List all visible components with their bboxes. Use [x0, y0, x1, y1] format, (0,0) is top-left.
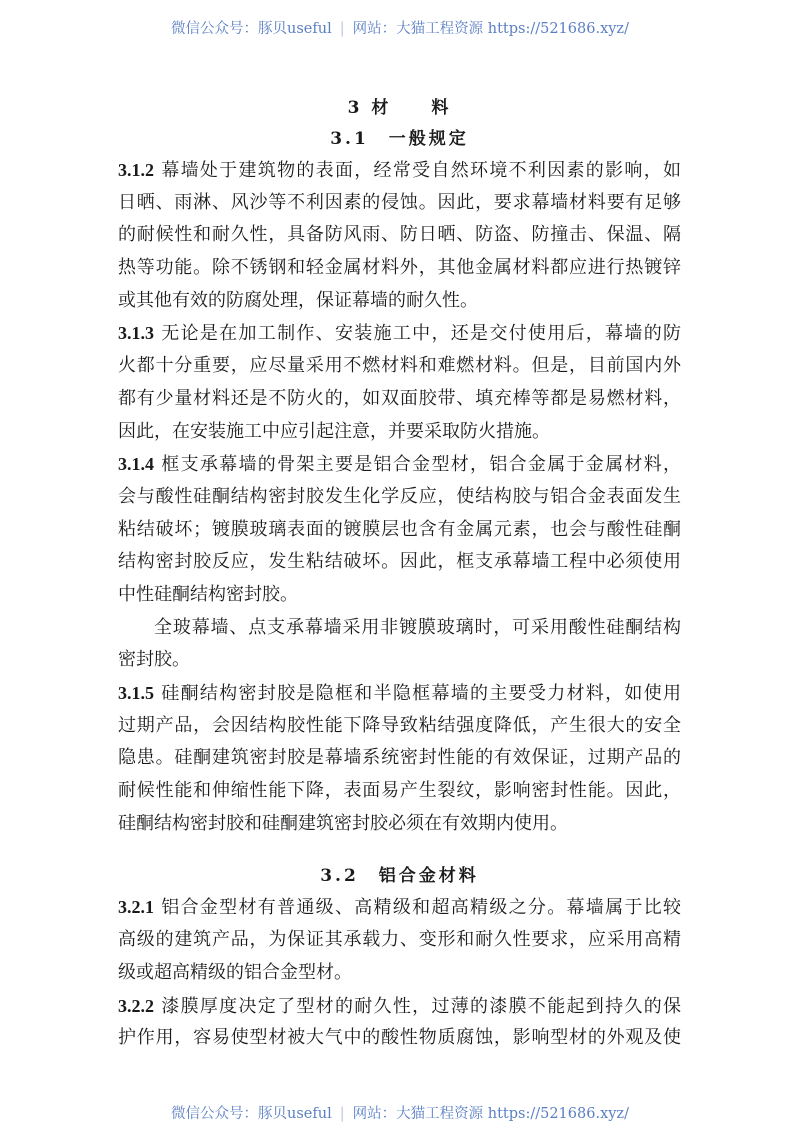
- watermark-separator: |: [339, 21, 345, 37]
- line-text: 隐患。硅酮建筑密封胶是幕墙系统密封性能的有效保证，过期产品的: [118, 747, 681, 769]
- text-line: [118, 285, 681, 318]
- text-line: [118, 644, 681, 677]
- text-line: [118, 416, 681, 449]
- line-text: 过期产品，会因结构胶性能下降导致粘结强度降低，产生很大的安全: [118, 714, 681, 736]
- text-line: [118, 677, 681, 710]
- clause-number: 3.1.2: [118, 160, 154, 180]
- clause-number: 3.1.4: [118, 454, 154, 475]
- text-line: [118, 219, 681, 252]
- watermark-website[interactable]: 网站：大猫工程资源 https://521686.xyz/: [352, 21, 629, 37]
- clause-number: 3.2.1: [118, 897, 154, 918]
- chapter-title: 3 材 料: [347, 98, 452, 118]
- clause-paragraph: [118, 612, 681, 677]
- text-line: [118, 154, 681, 187]
- text-line: [118, 448, 681, 481]
- section-title: 3.2 铝合金材料: [320, 866, 479, 887]
- line-text: 框支承幕墙的骨架主要是铝合金型材，铝合金属于金属材料，: [160, 454, 681, 476]
- watermark-wechat: 微信公众号：豚贝useful: [171, 1106, 332, 1122]
- clause-number: 3.2.2: [118, 995, 154, 1016]
- line-text: 高级的建筑产品，为保证其承载力、变形和耐久性要求，应采用高精: [118, 929, 681, 951]
- text-line: [118, 546, 681, 579]
- line-text: 密封胶。: [118, 649, 190, 671]
- clause-paragraph: [118, 990, 681, 1055]
- text-line: [118, 957, 681, 990]
- watermark-wechat: 微信公众号：豚贝useful: [171, 21, 332, 37]
- line-text: 结构密封胶反应，发生粘结破坏。因此，框支承幕墙工程中必须使用: [118, 551, 681, 573]
- line-text: 都有少量材料还是不防火的，如双面胶带、填充棒等都是易燃材料，: [118, 387, 681, 409]
- line-text: 幕墙处于建筑物的表面，经常受自然环境不利因素的影响，如: [160, 160, 681, 181]
- clause-paragraph: [118, 891, 681, 989]
- line-text: 会与酸性硅酮结构密封胶发生化学反应，使结构胶与铝合金表面发生: [118, 485, 681, 507]
- line-text: 铝合金型材有普通级、高精级和超高精级之分。幕墙属于比较: [160, 897, 681, 919]
- line-text: 因此，在安装施工中应引起注意，并要采取防火措施。: [118, 420, 550, 442]
- clause-number: 3.1.5: [118, 683, 154, 703]
- line-text: 级或超高精级的铝合金型材。: [118, 961, 352, 983]
- section-title: 3.1 一般规定: [330, 129, 469, 149]
- line-text: 或其他有效的防腐处理，保证幕墙的耐久性。: [118, 289, 478, 311]
- text-line: [118, 187, 681, 220]
- clause-paragraph: [118, 448, 681, 611]
- text-line: [118, 775, 681, 808]
- line-text: 硅酮结构密封胶是隐框和半隐框幕墙的主要受力材料，如使用: [160, 683, 681, 704]
- text-line: [118, 481, 681, 514]
- line-text: 无论是在加工制作、安装施工中，还是交付使用后，幕墙的防: [160, 323, 681, 345]
- clause-paragraph: [118, 154, 681, 317]
- text-line: [118, 742, 681, 775]
- text-line: [118, 252, 681, 285]
- text-line: [118, 990, 681, 1023]
- line-text: 火都十分重要，应尽量采用不燃材料和难燃材料。但是，目前国内外: [118, 355, 681, 377]
- line-text: 的耐候性和耐久性，具备防风雨、防日晒、防盗、防撞击、保温、隔: [118, 224, 681, 246]
- line-text: 硅酮结构密封胶和硅酮建筑密封胶必须在有效期内使用。: [118, 812, 568, 834]
- section-gap: [118, 840, 681, 861]
- text-line: [118, 891, 681, 924]
- line-text: 护作用，容易使型材被大气中的酸性物质腐蚀，影响型材的外观及使: [118, 1027, 681, 1049]
- line-text: 耐候性能和伸缩性能下降，表面易产生裂纹，影响密封性能。因此，: [118, 780, 681, 802]
- clause-number: 3.1.3: [118, 323, 154, 344]
- line-text: 漆膜厚度决定了型材的耐久性，过薄的漆膜不能起到持久的保: [160, 995, 681, 1017]
- clause-paragraph: [118, 677, 681, 840]
- text-line: [118, 383, 681, 416]
- text-line: [118, 612, 681, 645]
- line-text: 粘结破坏；镀膜玻璃表面的镀膜层也含有金属元素，也会与酸性硅酮: [118, 518, 681, 540]
- document-body: [118, 93, 681, 1055]
- line-text: 日晒、雨淋、风沙等不利因素的侵蚀。因此，要求幕墙材料要有足够: [118, 191, 681, 213]
- line-text: 热等功能。除不锈钢和轻金属材料外，其他金属材料都应进行热镀锌: [118, 257, 681, 279]
- watermark-footer: [0, 1102, 800, 1123]
- watermark-separator: |: [339, 1106, 345, 1122]
- text-line: [118, 1022, 681, 1055]
- line-text: 全玻幕墙、点支承幕墙采用非镀膜玻璃时，可采用酸性硅酮结构: [154, 616, 681, 638]
- text-line: [118, 350, 681, 383]
- text-line: [118, 514, 681, 547]
- clause-paragraph: [118, 317, 681, 448]
- text-line: [118, 710, 681, 743]
- text-line: [118, 808, 681, 841]
- watermark-website[interactable]: 网站：大猫工程资源 https://521686.xyz/: [352, 1106, 629, 1122]
- text-line: [118, 579, 681, 612]
- text-line: [118, 317, 681, 350]
- text-line: [118, 924, 681, 957]
- line-text: 中性硅酮结构密封胶。: [118, 583, 298, 605]
- watermark-header: [0, 17, 800, 38]
